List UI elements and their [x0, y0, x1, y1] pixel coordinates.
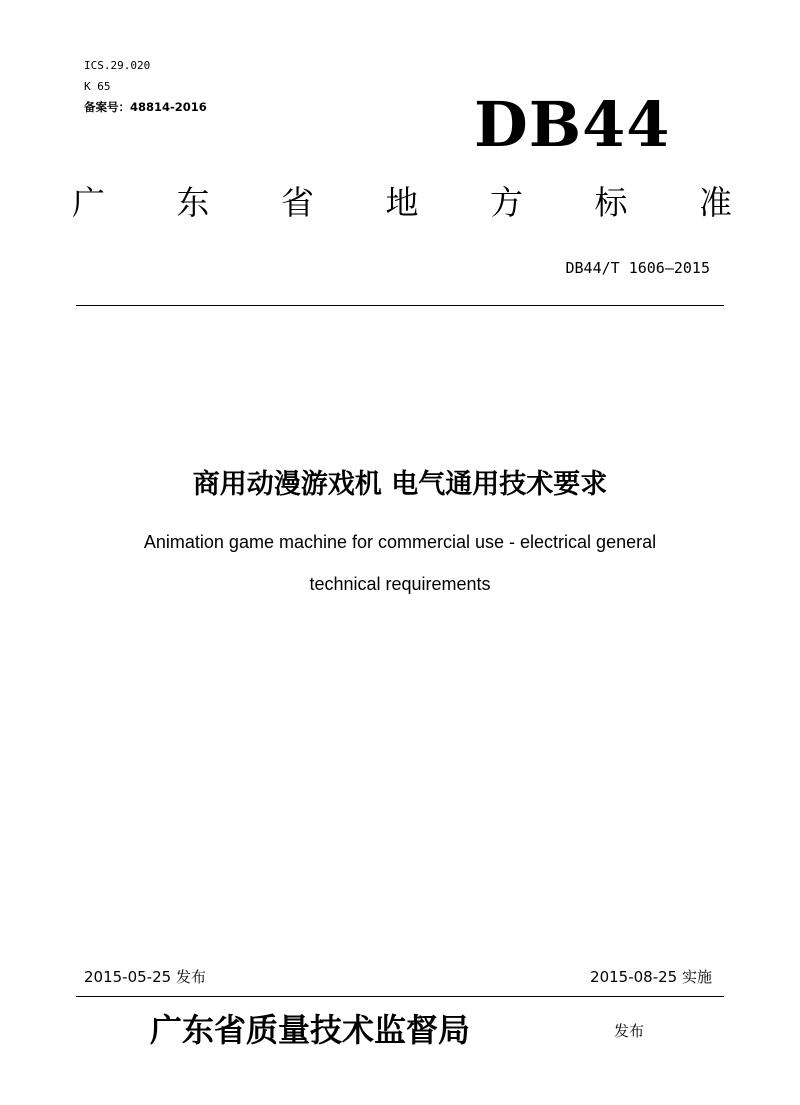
- top-divider: [76, 305, 724, 306]
- title-english-line-1: Animation game machine for commercial use - electrical general: [143, 532, 657, 552]
- standard-type-char: 标: [594, 183, 628, 222]
- title-chinese: 商用动漫游戏机 电气通用技术要求: [192, 469, 608, 500]
- standard-type-char: 省: [281, 183, 314, 222]
- standard-type-char: 广: [72, 183, 105, 222]
- standard-type-char: 准: [699, 183, 732, 222]
- ccs-code: K 65: [84, 80, 111, 93]
- ics-code: ICS.29.020: [84, 59, 151, 72]
- standard-number: DB44/T 1606—2015: [565, 259, 710, 277]
- implementation-date: 2015-08-25 实施: [590, 968, 712, 986]
- title-english-line-2: technical requirements: [309, 574, 491, 594]
- issuing-authority-suffix: 发布: [614, 1022, 645, 1040]
- issue-date: 2015-05-25 发布: [84, 968, 206, 986]
- standard-type-char: 方: [490, 183, 523, 222]
- filing-number: 备案号：48814-2016: [84, 100, 207, 114]
- standard-type-heading: [72, 181, 732, 225]
- bottom-divider: [76, 996, 724, 997]
- standard-type-char: 东: [176, 183, 210, 222]
- standard-code-logo: DB44: [474, 88, 671, 161]
- standard-type-char: 地: [385, 183, 419, 222]
- issuing-authority: 广东省质量技术监督局: [150, 1011, 471, 1049]
